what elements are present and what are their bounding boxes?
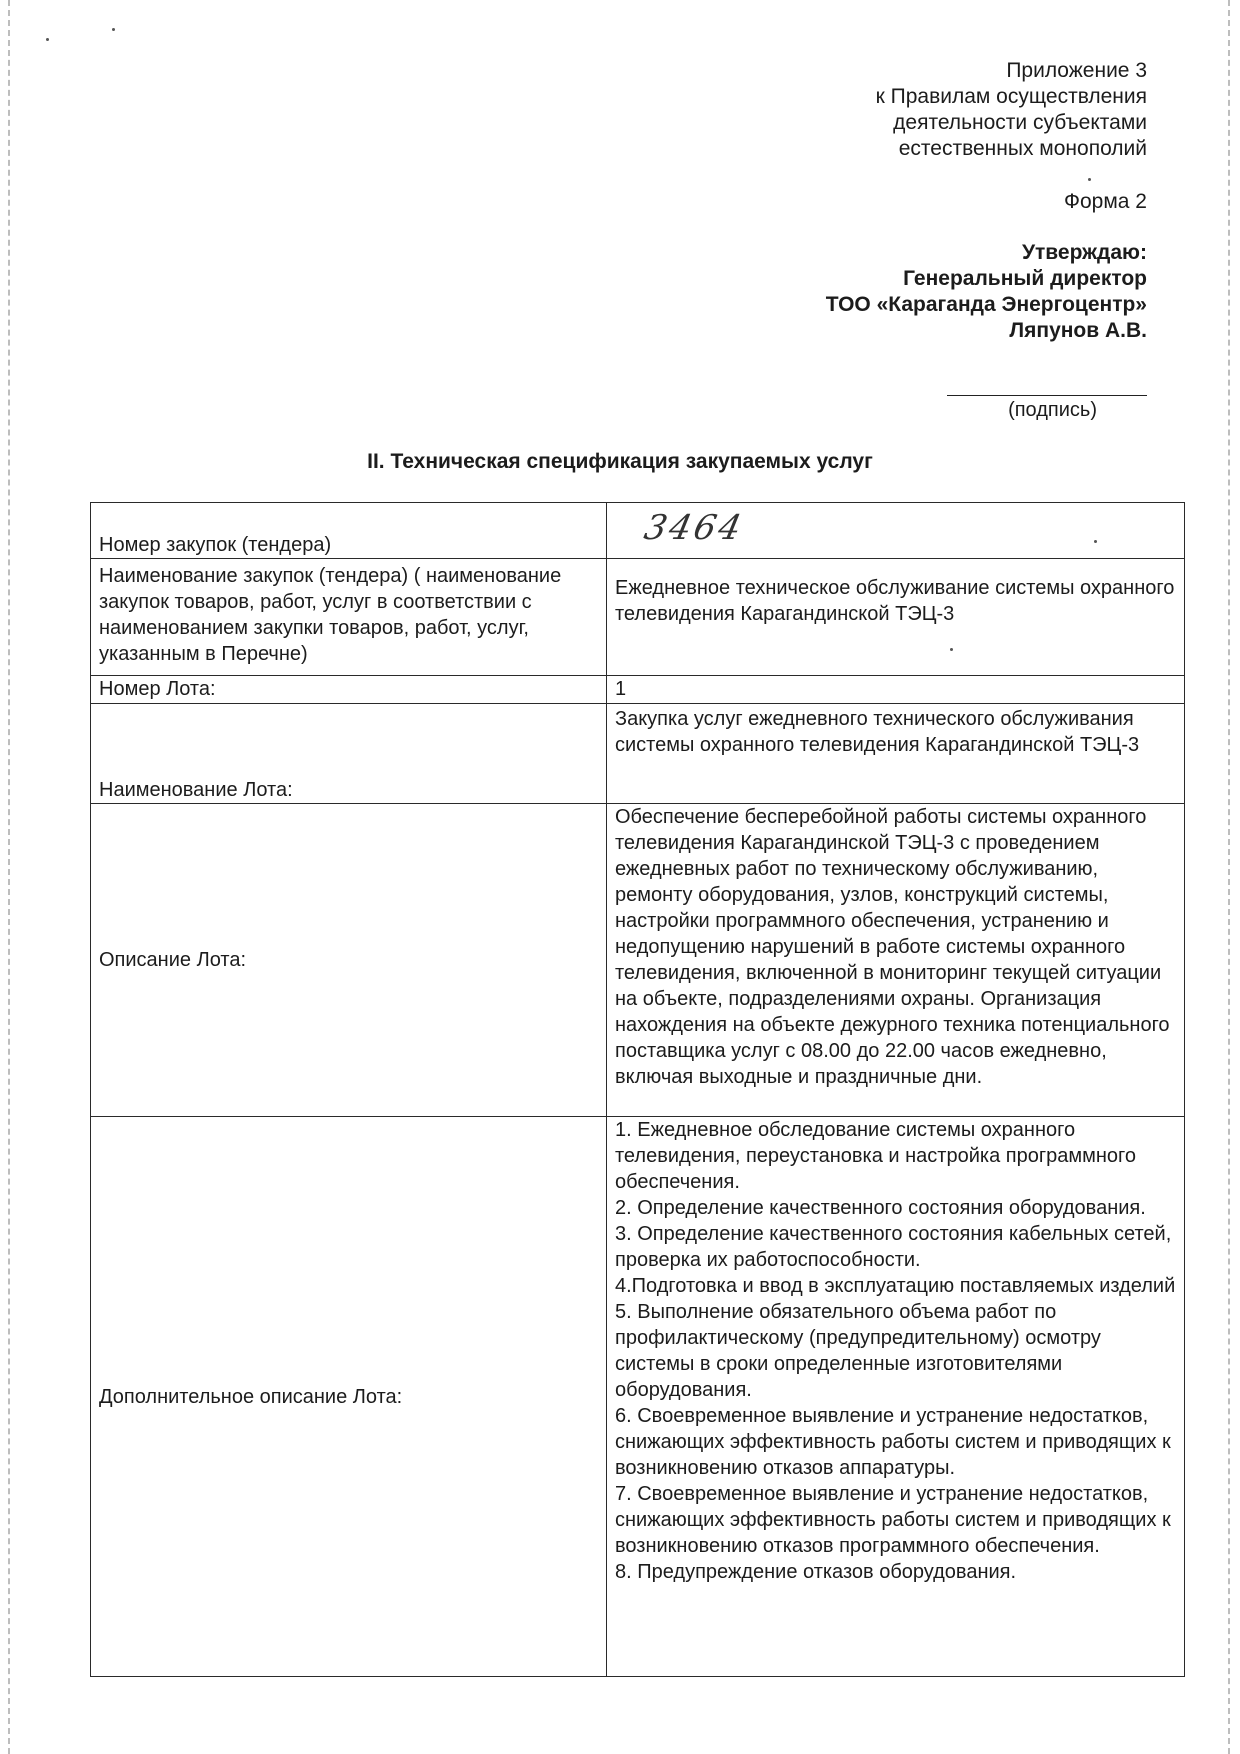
list-item: 5. Выполнение обязательного объема работ по профилактическому (предупредительному) осмотру системы в сроки определенные изготовителями оборудования. — [615, 1301, 1101, 1401]
scan-speck — [1088, 178, 1091, 181]
appendix-line: деятельности субъектами — [893, 111, 1147, 134]
approval-line: Утверждаю: — [1021, 241, 1147, 264]
list-item: 4.Подготовка и ввод в эксплуатацию поставляемых изделий — [615, 1275, 1176, 1297]
table-row — [91, 804, 1185, 1117]
list-item: 7. Своевременное выявление и устранение недостатков, снижающих эффективность работы систем и приводящих к возникновению отказов программного обеспечения. — [615, 1483, 1171, 1557]
list-item: 6. Своевременное выявление и устранение недостатков, снижающих эффективность работы систем и приводящих к возникновению отказов аппаратуры. — [615, 1405, 1171, 1479]
approval-block — [826, 240, 1147, 344]
scan-speck — [46, 38, 49, 41]
scan-edge-right — [1228, 0, 1230, 1754]
row-label: Наименование закупок (тендера) ( наименование закупок товаров, работ, услуг в соответствии с наименованием закупки товаров, работ, услуг, указанным в Перечне) — [91, 559, 607, 676]
list-item: 1. Ежедневное обследование системы охранного телевидения, переустановка и настройка программного обеспечения. — [615, 1119, 1137, 1193]
list-item: 3. Определение качественного состояния кабельных сетей, проверка их работоспособности. — [615, 1223, 1172, 1271]
row-value: Ежедневное техническое обслуживание системы охранного телевидения Карагандинской ТЭЦ-3 — [607, 559, 1185, 676]
row-value — [607, 503, 1185, 559]
appendix-line: естественных монополий — [898, 137, 1147, 160]
appendix-reference — [876, 58, 1147, 162]
appendix-line: к Правилам осуществления — [875, 85, 1147, 108]
scan-speck — [112, 28, 115, 31]
document-title: II. Техническая спецификация закупаемых услуг — [367, 450, 873, 473]
scan-edge-left — [8, 0, 10, 1754]
signature-caption: (подпись) — [1008, 399, 1097, 421]
approval-line: Ляпунов А.В. — [1009, 319, 1147, 342]
row-label: Номер закупок (тендера) — [91, 503, 607, 559]
table-row — [91, 704, 1185, 804]
handwritten-number: 3464 — [640, 508, 748, 548]
list-item: 8. Предупреждение отказов оборудования. — [615, 1561, 1017, 1583]
signature-line — [947, 395, 1147, 396]
table-row — [91, 1117, 1185, 1677]
row-label: Наименование Лота: — [91, 704, 607, 804]
approval-line: ТОО «Караганда Энергоцентр» — [825, 293, 1147, 316]
specification-table — [90, 502, 1185, 1677]
row-value: 1 — [607, 676, 1185, 704]
table-row — [91, 559, 1185, 676]
row-value: Закупка услуг ежедневного технического обслуживания системы охранного телевидения Карагандинской ТЭЦ-3 — [607, 704, 1185, 804]
row-value: Обеспечение бесперебойной работы системы охранного телевидения Карагандинской ТЭЦ-3 с проведением ежедневных работ по техническому обслуживанию, ремонту оборудования, узлов, конструкций системы, настройки программного обеспечения, устранению и недопущению нарушений в работе системы охранного телевидения, включенной в мониторинг текущей ситуации на объекте, подразделениями охраны. Организация нахождения на объекте дежурного техника потенциального поставщика услуг с 08.00 до 22.00 часов ежедневно, включая выходные и праздничные дни. — [607, 804, 1185, 1117]
approval-line: Генеральный директор — [903, 267, 1147, 290]
form-number: Форма 2 — [1064, 190, 1147, 213]
table-row — [91, 676, 1185, 704]
row-label: Описание Лота: — [91, 804, 607, 1117]
appendix-line: Приложение 3 — [1006, 59, 1147, 82]
row-value-list — [607, 1117, 1185, 1677]
row-label: Номер Лота: — [91, 676, 607, 704]
table-row — [91, 503, 1185, 559]
row-label: Дополнительное описание Лота: — [91, 1117, 607, 1677]
list-item: 2. Определение качественного состояния оборудования. — [615, 1197, 1146, 1219]
